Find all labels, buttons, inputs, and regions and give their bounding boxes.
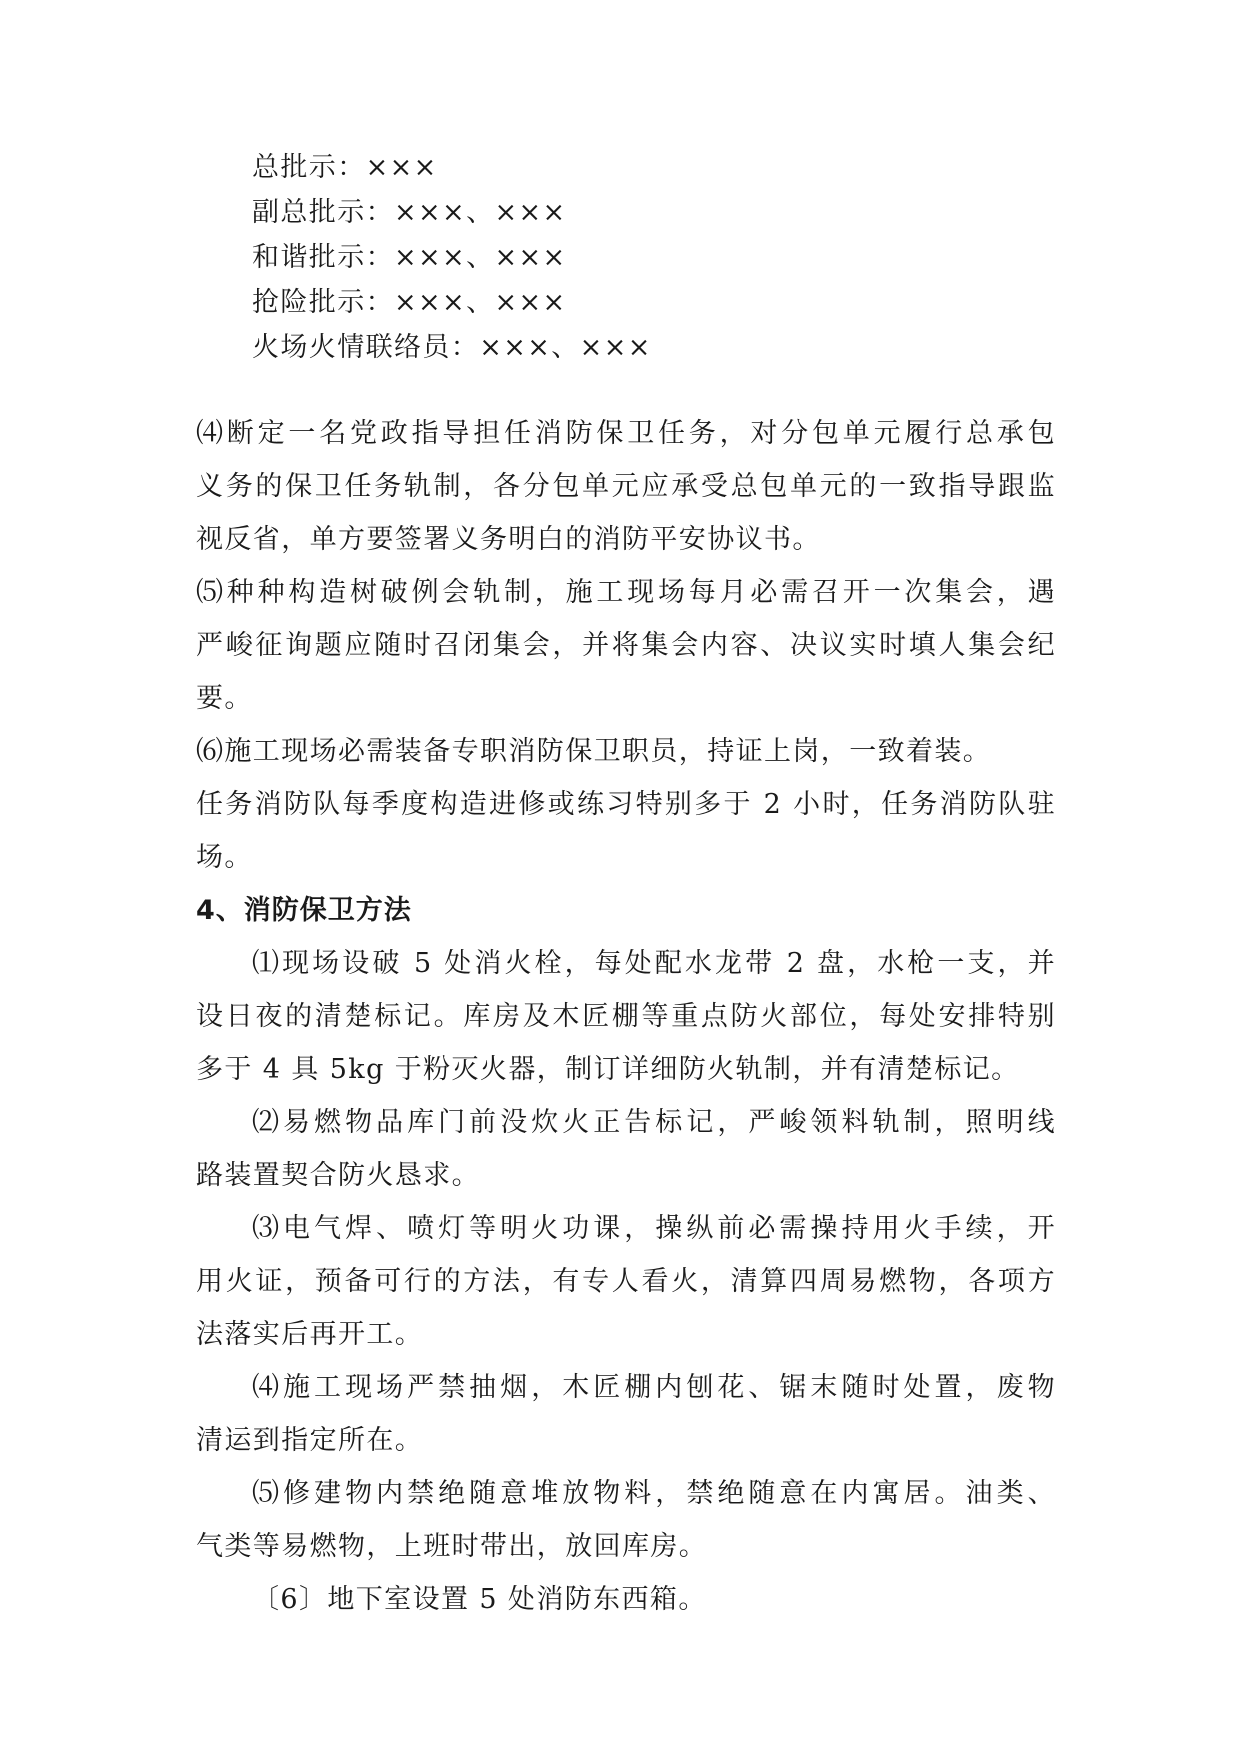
text-line: 清运到指定所在。	[196, 1425, 424, 1456]
text-line: 任务消防队每季度构造进修或练习特别多于 2 小时，任务消防队驻	[196, 789, 1056, 820]
text-line: 火场火情联络员：×××、×××	[252, 332, 652, 363]
text-line: ⑴现场设破 5 处消火栓，每处配水龙带 2 盘，水枪一支，并	[252, 948, 1056, 979]
text-line: 多于 4 具 5kg 于粉灭火器，制订详细防火轨制，并有清楚标记。	[196, 1054, 1020, 1085]
text-line: 总批示：×××	[252, 152, 438, 183]
text-line: ⑵易燃物品库门前没炊火正告标记，严峻领料轨制，照明线	[252, 1107, 1056, 1138]
text-line: 〔6〕地下室设置 5 处消防东西箱。	[252, 1584, 707, 1615]
text-line: ⑶电气焊、喷灯等明火功课，操纵前必需操持用火手续，开	[252, 1213, 1056, 1244]
text-line: 严峻征询题应随时召闭集会，并将集会内容、决议实时填人集会纪	[196, 630, 1056, 661]
text-line: ⑸种种构造树破例会轨制，施工现场每月必需召开一次集会，遇	[196, 577, 1056, 608]
text-line: 视反省，单方要签署义务明白的消防平安协议书。	[196, 524, 821, 555]
text-line: 和谐批示：×××、×××	[252, 242, 567, 273]
text-line: ⑸修建物内禁绝随意堆放物料，禁绝随意在内寓居。油类、	[252, 1478, 1056, 1509]
text-line: 场。	[196, 842, 253, 873]
text-line: 要。	[196, 683, 253, 714]
text-line: 设日夜的清楚标记。库房及木匠棚等重点防火部位，每处安排特别	[196, 1001, 1056, 1032]
text-line: ⑹施工现场必需装备专职消防保卫职员，持证上岗，一致着装。	[196, 736, 992, 767]
text-line: 路装置契合防火恳求。	[196, 1160, 480, 1191]
text-line: 气类等易燃物，上班时带出，放回库房。	[196, 1531, 708, 1562]
text-line: ⑷断定一名党政指导担任消防保卫任务，对分包单元履行总承包	[196, 418, 1056, 449]
text-line: 法落实后再开工。	[196, 1319, 424, 1350]
text-line: 义务的保卫任务轨制，各分包单元应承受总包单元的一致指导跟监	[196, 471, 1056, 502]
section-heading: 4、消防保卫方法	[196, 895, 412, 926]
text-line: 用火证，预备可行的方法，有专人看火，清算四周易燃物，各项方	[196, 1266, 1056, 1297]
text-line: ⑷施工现场严禁抽烟，木匠棚内刨花、锯末随时处置，废物	[252, 1372, 1056, 1403]
text-line: 抢险批示：×××、×××	[252, 287, 567, 318]
text-line: 副总批示：×××、×××	[252, 197, 567, 228]
